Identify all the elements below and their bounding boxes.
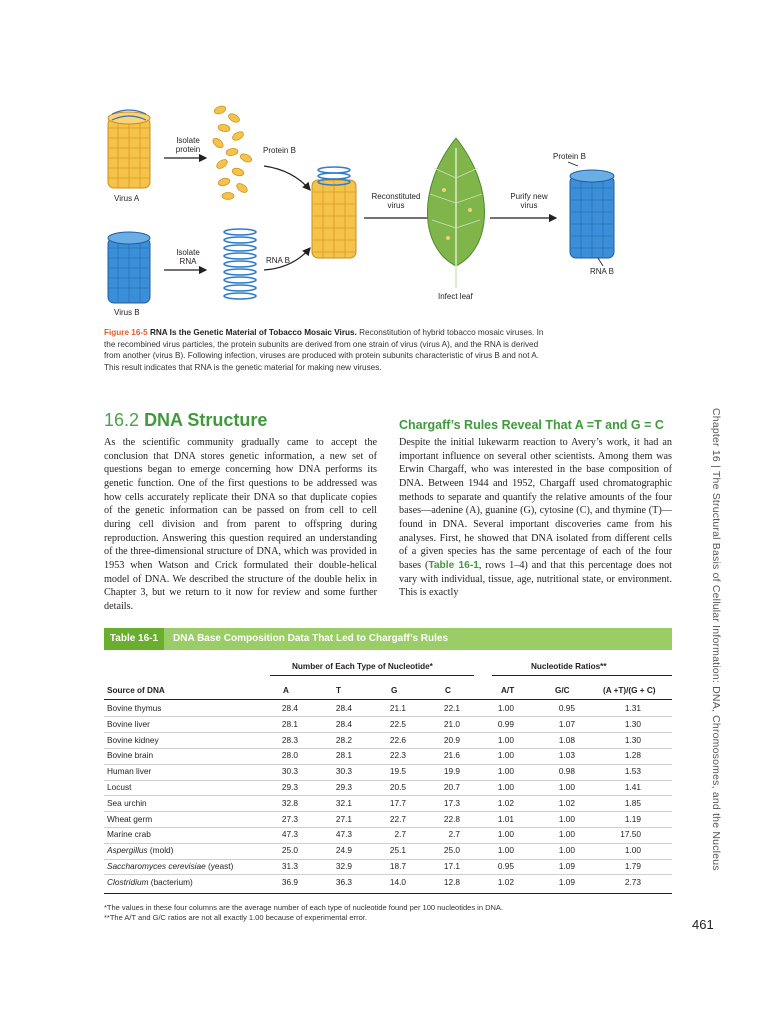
- table-cell: 1.79: [624, 861, 641, 871]
- label-rna-b-right: RNA B: [590, 267, 615, 276]
- table-row-source: [107, 845, 173, 855]
- col-header-g: G: [391, 686, 398, 695]
- hybrid-virus-icon: [312, 167, 356, 258]
- table-title: DNA Base Composition Data That Led to Chargaff’s Rules: [173, 633, 449, 644]
- label-purify: [504, 192, 554, 210]
- table-cell: 1.00: [558, 845, 575, 856]
- table-cell: 25.0: [443, 845, 460, 856]
- table-number: Table 16-1: [104, 628, 164, 650]
- caption-number: Figure 16-5: [104, 328, 148, 337]
- table-cell: 0.95: [497, 861, 514, 871]
- table-cell: 24.9: [335, 845, 352, 856]
- label-virus-a: Virus A: [114, 194, 140, 203]
- chapter-side-running-head: Chapter 16 | The Structural Basis of Cellular Information: DNA, Chromosomes, and the Nucleus: [710, 408, 722, 871]
- table-cell: 1.02: [497, 797, 514, 808]
- table-row-source: [107, 814, 152, 824]
- table-cell: 1.53: [624, 766, 641, 777]
- table-cell: 19.9: [443, 766, 460, 777]
- tmv-diagram: [98, 98, 678, 323]
- label-line: RNA: [179, 257, 197, 266]
- source-name: Sea urchin: [107, 797, 147, 808]
- table-row-source: [107, 719, 150, 729]
- table-cell: 32.8: [281, 797, 298, 808]
- table-cell: 2.7: [448, 829, 460, 840]
- table-cell: 30.3: [281, 766, 298, 777]
- table-cell: 1.03: [558, 750, 575, 761]
- leaf-icon: [427, 138, 484, 288]
- header-rule: [104, 699, 672, 700]
- table-cell: 28.1: [281, 718, 298, 729]
- row-divider: [104, 859, 672, 860]
- right-paragraph-text: Despite the initial lukewarm reaction to Avery’s work, it had an important influence on several other scientists. Among them was Erwin Chargaff, who was interested in the base composition of DNA. Between 1944 and 1952, Chargaff used chromatographic methods to separate and quantify the relative amounts of the four bases—adenine (A), guanine (G), cytosine (C), and thymine (T)—found in DNA. Several important discoveries came from his analyses. First, he showed that DNA isolated from different cells of a given species has the same percentage of each of the four bases (: [399, 437, 672, 571]
- table-row-source: [107, 861, 233, 871]
- table-row-source: [107, 735, 159, 745]
- caption-title: RNA Is the Genetic Material of Tobacco Mosaic Virus.: [149, 328, 357, 337]
- group-rule-left: [270, 675, 474, 676]
- table-cell: 0.95: [558, 703, 575, 713]
- table-cell: 1.09: [558, 861, 575, 871]
- subsection-title: Chargaff’s Rules Reveal That A =T and G = C: [399, 418, 664, 432]
- table-cell: 22.7: [389, 813, 406, 824]
- table-cell: 27.3: [281, 813, 298, 824]
- label-line: Isolate: [176, 248, 200, 257]
- table-cell: 14.0: [389, 876, 406, 887]
- label-infect-leaf: Infect leaf: [438, 292, 473, 301]
- table-cell: 1.00: [558, 829, 575, 840]
- figure-caption: [104, 327, 544, 373]
- col-header-atgc: (A +T)/(G + C): [603, 686, 656, 695]
- protein-subunits-icon: [211, 105, 253, 200]
- table-cell: 1.08: [558, 734, 575, 745]
- label-isolate-rna: [168, 248, 208, 266]
- label-line: Purify new: [510, 192, 548, 201]
- table-cell: 1.00: [558, 782, 575, 792]
- table-cell: 28.0: [281, 750, 298, 761]
- source-name: Marine crab: [107, 829, 151, 840]
- table-cell: 1.00: [497, 734, 514, 745]
- table-cell: 28.4: [281, 703, 298, 713]
- section-number: 16.2: [104, 410, 140, 430]
- table-cell: 18.7: [389, 861, 406, 871]
- figure-16-5: [98, 98, 678, 323]
- source-note: (bacterium): [148, 876, 193, 887]
- table-cell: 1.01: [497, 813, 514, 824]
- table-row-source: [107, 829, 151, 839]
- row-divider: [104, 811, 672, 812]
- right-paragraph: [399, 436, 672, 600]
- table-cell: 1.00: [497, 829, 514, 840]
- group-header-nucleotides: Number of Each Type of Nucleotide*: [292, 662, 433, 671]
- virus-b-icon: [108, 232, 150, 303]
- table-cell: 1.00: [624, 845, 641, 856]
- table-cell: 22.3: [389, 750, 406, 761]
- table-reference-link[interactable]: Table 16-1: [428, 559, 479, 571]
- col-header-gc: G/C: [555, 686, 570, 695]
- table-cell: 28.2: [335, 734, 352, 745]
- table-cell: 1.30: [624, 718, 641, 729]
- label-rna-b: RNA B: [266, 256, 291, 265]
- table-cell: 1.09: [558, 876, 575, 887]
- table-cell: 31.3: [281, 861, 298, 871]
- source-name: Locust: [107, 782, 132, 792]
- label-line: protein: [175, 145, 201, 154]
- table-cell: 2.73: [624, 876, 641, 887]
- row-divider: [104, 795, 672, 796]
- table-cell: 29.3: [281, 782, 298, 792]
- footnote-2: **The A/T and G/C ratios are not all exactly 1.00 because of experimental error.: [104, 913, 367, 922]
- row-divider: [104, 764, 672, 765]
- row-divider: [104, 874, 672, 875]
- table-cell: 1.85: [624, 797, 641, 808]
- table-row-source: [107, 766, 151, 776]
- label-line: virus: [520, 201, 538, 210]
- table-cell: 17.7: [389, 797, 406, 808]
- table-cell: 47.3: [335, 829, 352, 840]
- table-cell: 27.1: [335, 813, 352, 824]
- source-name: Wheat germ: [107, 813, 153, 824]
- source-name: Bovine thymus: [107, 703, 162, 713]
- footnote-1: *The values in these four columns are the average number of each type of nucleotide found per 100 nucleotides in DNA.: [104, 903, 503, 912]
- table-cell: 1.19: [624, 813, 641, 824]
- progeny-virus-icon: [568, 162, 614, 266]
- table-cell: 22.1: [443, 703, 460, 713]
- table-cell: 20.7: [443, 782, 460, 792]
- row-divider: [104, 780, 672, 781]
- table-cell: 32.9: [335, 861, 352, 871]
- table-row-source: [107, 798, 147, 808]
- page-number: 461: [692, 917, 714, 932]
- label-protein-b-right: Protein B: [553, 152, 586, 161]
- table-cell: 0.98: [558, 766, 575, 777]
- table-row-source: [107, 877, 193, 887]
- table-cell: 36.9: [281, 876, 298, 887]
- source-name: Bovine kidney: [107, 734, 159, 745]
- left-paragraph: As the scientific community gradually came to accept the conclusion that DNA stores genetic information, a new set of questions began to emerge concerning how DNA performs its genetic function. One of the first questions to be addressed was how cells accurately replicate their DNA so that duplicate copies of the genetic information can be passed on from cell to cell during cell division and from parent to offspring during reproduction. Answering this question required an understanding of the three-dimensional structure of DNA, which was provided in 1953 when Watson and Crick formulated their double-helical model of DNA. We described the structure of the double helix in Chapter 3, but we return to it now for review and some further details.: [104, 437, 377, 612]
- label-protein-b: Protein B: [263, 146, 296, 155]
- row-divider: [104, 843, 672, 844]
- label-reconstituted: [366, 192, 426, 210]
- table-cell: 1.00: [497, 766, 514, 777]
- table-cell: 17.1: [443, 861, 460, 871]
- table-cell: 1.02: [558, 797, 575, 808]
- table-cell: 21.0: [443, 718, 460, 729]
- group-rule-right: [492, 675, 672, 676]
- row-divider: [104, 716, 672, 717]
- table-cell: 1.00: [497, 782, 514, 792]
- col-header-t: T: [336, 686, 342, 695]
- virus-a-icon: [108, 110, 150, 188]
- label-line: Isolate: [176, 136, 200, 145]
- table-header-bar: [104, 628, 672, 650]
- label-line: Reconstituted: [371, 192, 421, 201]
- source-name: Bovine liver: [107, 718, 150, 729]
- table-cell: 22.5: [389, 718, 406, 729]
- table-cell: 1.00: [497, 845, 514, 856]
- table-row-source: [107, 703, 161, 713]
- table-cell: 32.1: [335, 797, 352, 808]
- label-line: virus: [387, 201, 405, 210]
- table-cell: 1.00: [497, 750, 514, 761]
- table-cell: 1.41: [624, 782, 641, 792]
- col-header-source: Source of DNA: [107, 686, 165, 695]
- bottom-rule: [104, 893, 672, 894]
- table-cell: 22.8: [443, 813, 460, 824]
- table-cell: 0.99: [497, 718, 514, 729]
- table-cell: 1.30: [624, 734, 641, 745]
- caption-body: Reconstitution of hybrid tobacco mosaic viruses. In the recombined virus particles, the protein subunits are derived from one strain of virus (virus A), and the RNA is derived from another (virus B). Following infection, viruses are produced with protein subunits characteristic of virus B and not A. This result indicates that RNA is the genetic material for making new viruses.: [104, 328, 544, 372]
- table-cell: 20.5: [389, 782, 406, 792]
- label-virus-b: Virus B: [114, 308, 140, 317]
- label-isolate-protein: [168, 136, 208, 154]
- table-cell: 30.3: [335, 766, 352, 777]
- rna-coil-icon: [224, 229, 256, 299]
- table-cell: 25.1: [389, 845, 406, 856]
- col-header-c: C: [445, 686, 451, 695]
- section-title: DNA Structure: [144, 410, 268, 430]
- row-divider: [104, 732, 672, 733]
- table-cell: 2.7: [394, 829, 406, 840]
- table-cell: 29.3: [335, 782, 352, 792]
- table-cell: 36.3: [335, 876, 352, 887]
- table-cell: 1.02: [497, 876, 514, 887]
- source-name: Aspergillus: [107, 845, 148, 856]
- table-cell: 1.00: [558, 813, 575, 824]
- table-cell: 28.1: [335, 750, 352, 761]
- right-paragraph-text-end: , rows 1–4) and that this percentage does not vary with individual, tissue, age, nutritional state, or environment. This is exactly: [399, 559, 672, 599]
- table-cell: 19.5: [389, 766, 406, 777]
- col-header-a: A: [283, 686, 289, 695]
- col-header-at: A/T: [501, 686, 515, 695]
- source-name: Clostridium: [107, 876, 149, 887]
- table-cell: 21.6: [443, 750, 460, 761]
- table-cell: 12.8: [443, 876, 460, 887]
- section-heading: [104, 409, 267, 431]
- table-cell: 1.31: [624, 703, 641, 713]
- source-name: Human liver: [107, 766, 152, 777]
- source-name: Bovine brain: [107, 750, 154, 761]
- table-cell: 47.3: [281, 829, 298, 840]
- table-cell: 1.07: [558, 718, 575, 729]
- table-cell: 17.50: [620, 829, 641, 840]
- table-cell: 20.9: [443, 734, 460, 745]
- table-cell: 25.0: [281, 845, 298, 856]
- table-cell: 21.1: [389, 703, 406, 713]
- table-cell: 1.00: [497, 703, 514, 713]
- source-name: Saccharomyces cerevisiae: [107, 861, 206, 871]
- arrow-protein-b: [264, 166, 310, 190]
- table-cell: 28.3: [281, 734, 298, 745]
- row-divider: [104, 748, 672, 749]
- table-row-source: [107, 750, 153, 760]
- table-row-source: [107, 782, 131, 792]
- row-divider: [104, 827, 672, 828]
- table-cell: 22.6: [389, 734, 406, 745]
- table-cell: 28.4: [335, 703, 352, 713]
- group-header-ratios: Nucleotide Ratios**: [531, 662, 607, 671]
- table-cell: 28.4: [335, 718, 352, 729]
- source-note: (mold): [147, 845, 174, 856]
- table-cell: 17.3: [443, 797, 460, 808]
- source-note: (yeast): [205, 861, 234, 871]
- table-cell: 1.28: [624, 750, 641, 761]
